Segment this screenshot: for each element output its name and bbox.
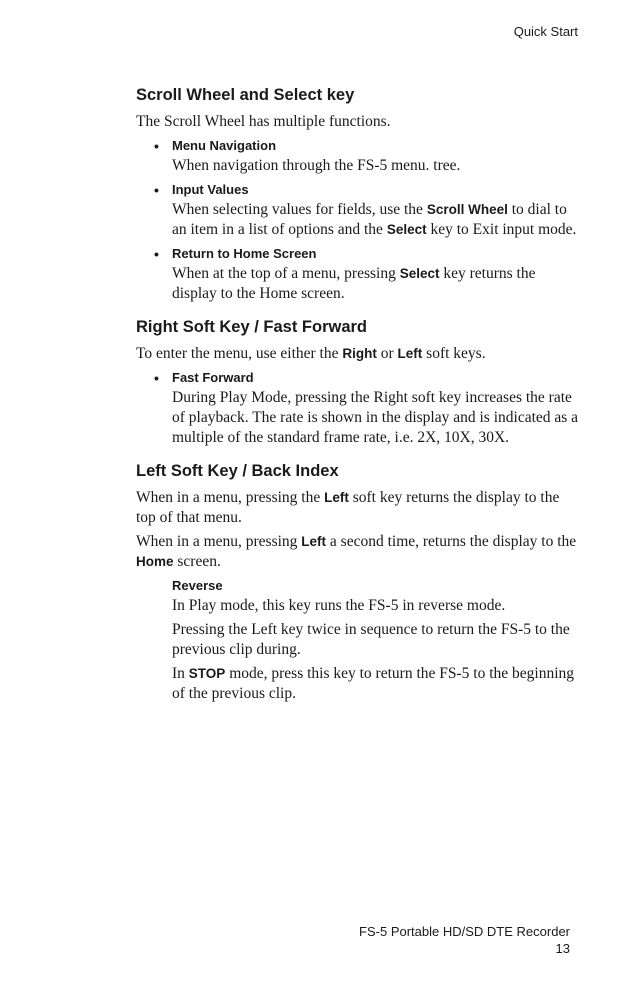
text-run: screen. [173,553,221,570]
section-right-soft-key [136,316,581,448]
bullet-dot-icon: • [154,246,159,262]
running-header: Quick Start [513,24,578,39]
reverse-text-3 [136,664,581,704]
section-left-soft-key [136,460,581,704]
text-run: to dial to an item in a list of options and the [172,201,567,238]
key-name: Left [397,346,423,361]
section-scroll-wheel [136,84,581,304]
paragraph [136,488,581,528]
page-number: 13 [555,941,570,956]
text-run: soft key returns the display to the top of that menu. [136,489,560,526]
bullet-input-values [136,180,581,200]
paragraph [136,532,581,572]
key-name: STOP [188,666,226,681]
bullet-text: During Play Mode, pressing the Right soft key increases the rate of playback. The rate is shown in the display and is indicated as a multiple of the standard frame rate, i.e. 2X, 10X, 30X. [172,389,579,446]
text-run: When selecting values for fields, use the [172,201,427,218]
page-footer [359,923,570,957]
text-run: soft keys. [422,345,486,362]
key-name: Select [399,266,440,281]
bullet-menu-navigation [136,136,581,156]
bullet-label: Menu Navigation [172,138,277,153]
bullet-text [136,264,581,304]
section-heading: Right Soft Key / Fast Forward [136,318,368,336]
text-run: In [172,665,189,682]
key-name: Scroll Wheel [426,202,508,217]
text-run: or [376,345,398,362]
bullet-return-home [136,244,581,264]
section-heading: Scroll Wheel and Select key [136,86,355,104]
key-name: Home [136,554,174,569]
reverse-text-1: In Play mode, this key runs the FS-5 in reverse mode. [172,597,506,614]
text-run: When at the top of a menu, pressing [172,265,400,282]
section-intro: The Scroll Wheel has multiple functions. [136,113,391,130]
text-run: When in a menu, pressing [136,533,302,550]
text-run: When in a menu, pressing the [136,489,325,506]
bullet-text: When navigation through the FS-5 menu. tree. [172,157,461,174]
section-heading: Left Soft Key / Back Index [136,462,339,480]
bullet-label: Fast Forward [172,370,254,385]
bullet-label: Return to Home Screen [172,246,317,261]
bullet-dot-icon: • [154,370,159,386]
bullet-dot-icon: • [154,182,159,198]
key-name: Right [342,346,377,361]
reverse-text-2: Pressing the Left key twice in sequence to return the FS-5 to the previous clip during. [172,621,570,658]
page-body [136,84,581,716]
footer-title: FS-5 Portable HD/SD DTE Recorder [359,924,570,939]
key-name: Select [386,222,427,237]
bullet-fast-forward [136,368,581,388]
text-run: key to Exit input mode. [426,221,577,238]
subheading-reverse: Reverse [172,578,223,593]
text-run: To enter the menu, use either the [136,345,343,362]
text-run: a second time, returns the display to the [326,533,577,550]
bullet-dot-icon: • [154,138,159,154]
text-run: key returns the display to the Home screen. [172,265,536,302]
bullet-label: Input Values [172,182,249,197]
key-name: Left [301,534,327,549]
bullet-text [136,200,581,240]
key-name: Left [324,490,349,505]
section-intro [136,344,581,364]
text-run: mode, press this key to return the FS-5 to the beginning of the previous clip. [172,665,575,702]
